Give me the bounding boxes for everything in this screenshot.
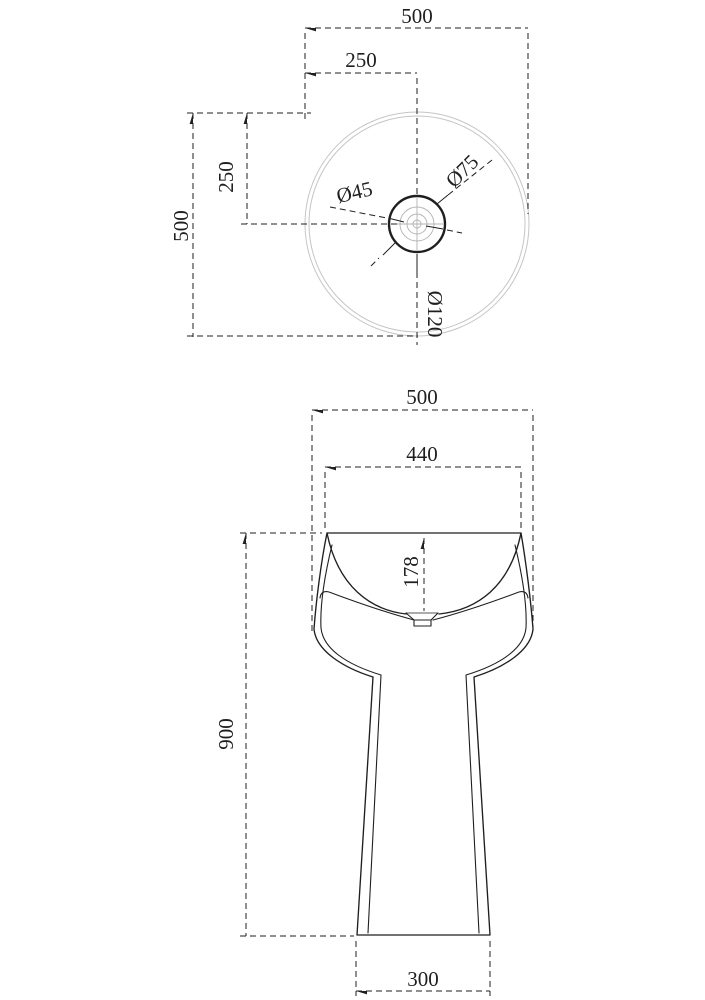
- top-half-depth-label: 250: [214, 161, 238, 193]
- d45-label: Ø45: [334, 176, 375, 208]
- d120-label: Ø120: [423, 290, 447, 338]
- top-depth-label: 500: [169, 210, 193, 242]
- d75-label: Ø75: [440, 149, 484, 193]
- bowl-depth-label: 178: [399, 556, 423, 588]
- top-width-label: 500: [401, 4, 433, 28]
- height-label: 900: [214, 718, 238, 750]
- top-half-width-label: 250: [345, 48, 377, 72]
- rim-width-label: 440: [406, 442, 438, 466]
- front-width-label: 500: [406, 385, 438, 409]
- base-width-label: 300: [407, 967, 439, 991]
